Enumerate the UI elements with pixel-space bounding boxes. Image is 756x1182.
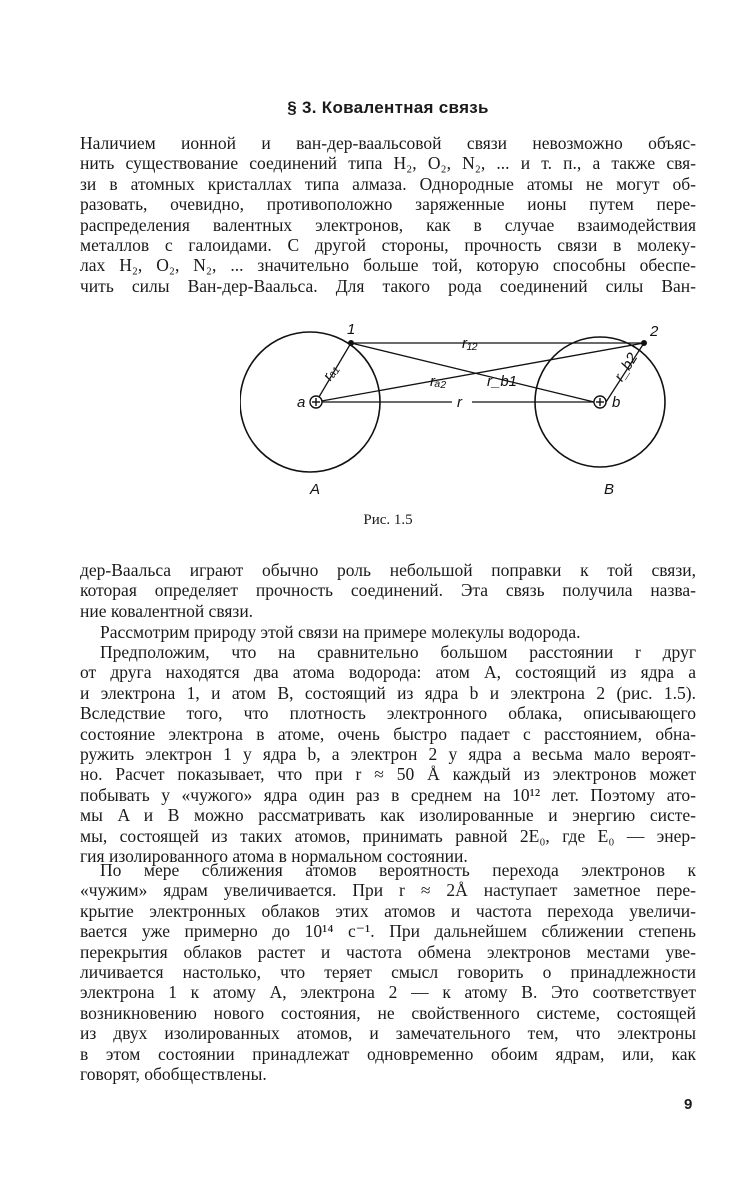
- label-ra1: rₐ₁: [319, 361, 342, 384]
- text-line: Предположим, что на сравнительно большом расстоянии r друг: [100, 642, 696, 662]
- text-line: побывать у «чужого» ядра один раз в среднем на 10¹² лет. Поэтому ато-: [80, 784, 696, 805]
- text-line: от друга находятся два атома водорода: атом A, состоящий из ядра a: [80, 662, 696, 683]
- text-line: ние ковалентной связи.: [80, 600, 254, 621]
- text-line: разовать, очевидно, противоположно заряженные ионы путем пере-: [80, 194, 696, 215]
- text-line: мы, состоящей из таких атомов, принимать равной 2E₀, где E₀ — энер-: [80, 825, 696, 846]
- text-line: Наличием ионной и ван-дер-ваальсовой связи невозможно объяс-: [80, 133, 696, 153]
- figure-1-5: [240, 318, 690, 508]
- line-ra2: [316, 343, 644, 402]
- electron-1-dot: [348, 340, 354, 346]
- text-line: крытие электронных облаков этих атомов и частота перехода увеличи-: [80, 900, 696, 921]
- figure-caption: Рис. 1.5: [363, 512, 413, 528]
- text-line: По мере сближения атомов вероятность перехода электронов к: [100, 860, 696, 880]
- text-line: дер-Ваальса играют обычно роль небольшой поправки к той связи,: [80, 560, 696, 580]
- text-line: вается уже примерно до 10¹⁴ с⁻¹. При дальнейшем сближении степень: [80, 921, 696, 942]
- label-electron-2: 2: [650, 323, 659, 340]
- label-r12: r₁₂: [462, 335, 478, 352]
- paragraph-5: [80, 860, 696, 1084]
- paragraph-4: [80, 642, 696, 866]
- hydrogen-molecule-diagram: [240, 318, 690, 508]
- text-line: электрона 1 к атому A, электрона 2 — к атому B. Это соответствует: [80, 982, 696, 1003]
- text-line: зи в атомных кристаллах типа алмаза. Однородные атомы не могут об-: [80, 173, 696, 194]
- text-line: которая определяет прочность соединений. Эта связь получила назва-: [80, 580, 696, 601]
- paragraph-2: [80, 560, 696, 621]
- label-r: r: [457, 394, 462, 411]
- paragraph-3: [80, 622, 696, 642]
- label-nucleus-b: b: [612, 394, 621, 411]
- text-line: в этом состоянии принадлежат одновременно обоим ядрам, или, как: [80, 1043, 696, 1064]
- text-line: гия изолированного атома в нормальном состоянии.: [80, 846, 468, 867]
- text-line: нить существование соединений типа H₂, O₂, N₂, ... и т. п., а также свя-: [80, 153, 696, 174]
- page-number: 9: [684, 1096, 693, 1113]
- nucleus-b-icon: [594, 396, 606, 408]
- label-rb2: r_b2: [610, 350, 642, 385]
- section-heading: § 3. Ковалентная связь: [287, 98, 489, 117]
- text-line: распределения валентных электронов, как в случае взаимодействия: [80, 214, 696, 235]
- text-line: личивается настолько, что теряет смысл говорить о принадлежности: [80, 962, 696, 983]
- text-line: металлов с галоидами. С другой стороны, прочность связи в молеку-: [80, 235, 696, 256]
- label-nucleus-a: a: [297, 394, 306, 411]
- label-atom-b: B: [604, 481, 615, 498]
- label-electron-1: 1: [347, 321, 356, 338]
- label-ra2: rₐ₂: [430, 373, 447, 390]
- label-rb1: r_b1: [487, 373, 518, 390]
- text-line: Вследствие того, что плотность электронного облака, описывающего: [80, 703, 696, 724]
- text-line: Рассмотрим природу этой связи на примере молекулы водорода.: [100, 622, 581, 642]
- text-line: и электрона 1, и атом B, состоящий из ядра b и электрона 2 (рис. 1.5).: [80, 682, 696, 703]
- label-atom-a: A: [310, 481, 321, 498]
- text-line: лах H₂, O₂, N₂, ... значительно больше той, которую способны обеспе-: [80, 255, 696, 276]
- text-line: возникновению нового состояния, не свойственного системе, состоящей: [80, 1002, 696, 1023]
- text-line: чить силы Ван-дер-Ваальса. Для такого рода соединений силы Ван-: [80, 275, 696, 296]
- text-line: из двух изолированных атомов, и замечательного тем, что электроны: [80, 1023, 696, 1044]
- text-line: «чужим» ядрам увеличивается. При r ≈ 2Å наступает заметное пере-: [80, 880, 696, 901]
- electron-2-dot: [641, 340, 647, 346]
- text-line: но. Расчет показывает, что при r ≈ 50 Å каждый из электронов может: [80, 764, 696, 785]
- text-line: состояние электрона в атоме, очень быстро падает с расстоянием, обна-: [80, 723, 696, 744]
- text-line: перекрытия облаков растет и частота обмена электронов местами уве-: [80, 941, 696, 962]
- paragraph-1: [80, 133, 696, 296]
- nucleus-a-icon: [310, 396, 322, 408]
- text-line: мы A и B можно рассматривать как изолированные и энергию систе-: [80, 805, 696, 826]
- text-line: говорят, обобществлены.: [80, 1064, 267, 1085]
- text-line: ружить электрон 1 у ядра b, а электрон 2 у ядра a весьма мало вероят-: [80, 744, 696, 765]
